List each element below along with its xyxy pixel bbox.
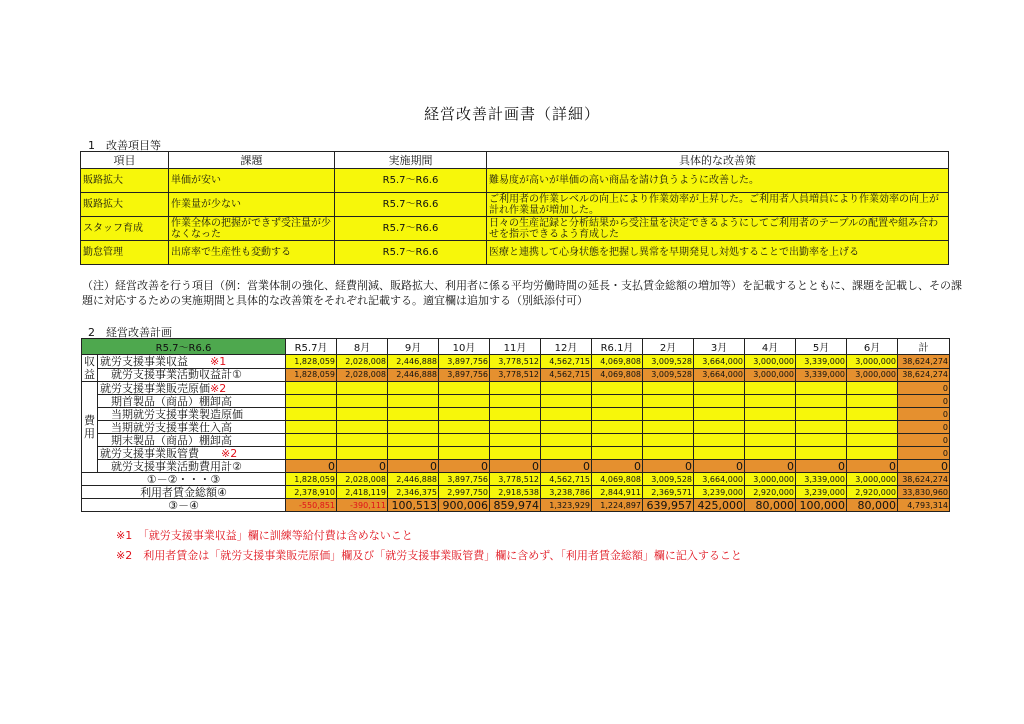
footnote-1: ※1 「就労支援事業収益」欄に訓練等給付費は含めないこと — [116, 529, 413, 542]
value-cell: 1,828,059 — [286, 355, 337, 369]
empty-cell — [541, 382, 592, 395]
table-row — [81, 193, 949, 217]
value-cell: 100,000 — [796, 499, 847, 512]
empty-cell — [847, 421, 898, 434]
total-cell: 38,624,274 — [898, 473, 950, 486]
empty-cell — [592, 382, 643, 395]
header-measure: 具体的な改善策 — [487, 152, 949, 169]
value-cell: 3,664,000 — [694, 368, 745, 382]
value-cell: 2,918,538 — [490, 486, 541, 499]
empty-cell — [388, 382, 439, 395]
begin-inventory-row — [82, 395, 950, 408]
manufacturing-cost-row — [82, 408, 950, 421]
month-header: R5.7月 — [286, 339, 337, 355]
value-cell: 3,339,000 — [796, 368, 847, 382]
value-cell: 3,239,000 — [694, 486, 745, 499]
total-cell: 0 — [898, 395, 950, 408]
income-side-label: 収益 — [82, 355, 98, 382]
empty-cell — [592, 395, 643, 408]
empty-cell — [694, 421, 745, 434]
period-cell: R5.7～R6.6 — [335, 169, 487, 193]
row-label: 期末製品（商品）棚卸高 — [98, 434, 286, 447]
business-plan-table — [81, 338, 950, 512]
value-cell: 3,000,000 — [745, 355, 796, 369]
empty-cell — [388, 434, 439, 447]
value-cell: 2,844,911 — [592, 486, 643, 499]
empty-cell — [541, 434, 592, 447]
section2-heading: 2 経営改善計画 — [88, 326, 172, 339]
empty-cell — [847, 447, 898, 460]
empty-cell — [439, 408, 490, 421]
value-cell: 639,957 — [643, 499, 694, 512]
value-cell: 2,028,008 — [337, 473, 388, 486]
total-cell: 33,830,960 — [898, 486, 950, 499]
expense-side-label: 費用 — [82, 382, 98, 473]
empty-cell — [796, 382, 847, 395]
value-cell: 2,997,750 — [439, 486, 490, 499]
value-cell: -550,851 — [286, 499, 337, 512]
value-cell: 3,239,000 — [796, 486, 847, 499]
empty-cell — [541, 408, 592, 421]
value-cell: 1,828,059 — [286, 473, 337, 486]
empty-cell — [337, 382, 388, 395]
value-cell: 3,897,756 — [439, 368, 490, 382]
value-cell: 4,562,715 — [541, 473, 592, 486]
row-label: 利用者賃金総額④ — [82, 486, 286, 499]
empty-cell — [337, 395, 388, 408]
empty-cell — [388, 395, 439, 408]
month-header: 5月 — [796, 339, 847, 355]
measure-cell: 医療と連携して心身状態を把握し異常を早期発見し対処することで出勤率を上げる — [487, 241, 949, 265]
month-header: 10月 — [439, 339, 490, 355]
empty-cell — [439, 447, 490, 460]
value-cell: 0 — [337, 460, 388, 473]
empty-cell — [643, 408, 694, 421]
value-cell: 2,346,375 — [388, 486, 439, 499]
value-cell: 3,238,786 — [541, 486, 592, 499]
total-cell: 4,793,314 — [898, 499, 950, 512]
empty-cell — [592, 434, 643, 447]
value-cell: 2,446,888 — [388, 355, 439, 369]
empty-cell — [796, 447, 847, 460]
revenue-row — [82, 355, 950, 369]
empty-cell — [694, 434, 745, 447]
month-header: 3月 — [694, 339, 745, 355]
empty-cell — [490, 382, 541, 395]
value-cell: 3,897,756 — [439, 473, 490, 486]
value-cell: 4,562,715 — [541, 355, 592, 369]
empty-cell — [286, 395, 337, 408]
total-cell: 38,624,274 — [898, 355, 950, 369]
empty-cell — [745, 434, 796, 447]
period-cell: R5.7～R6.6 — [335, 241, 487, 265]
item-cell: 販路拡大 — [81, 169, 169, 193]
total-cell: 0 — [898, 421, 950, 434]
value-cell: 2,920,000 — [745, 486, 796, 499]
empty-cell — [592, 421, 643, 434]
empty-cell — [694, 395, 745, 408]
header-issue: 課題 — [169, 152, 335, 169]
row-label: 就労支援事業販売原価※2 — [98, 382, 286, 395]
total-cell: 38,624,274 — [898, 368, 950, 382]
empty-cell — [439, 395, 490, 408]
issue-cell: 作業全体の把握ができず受注量が少なくなった — [169, 217, 335, 241]
issue-cell: 出席率で生産性も変動する — [169, 241, 335, 265]
month-header: 4月 — [745, 339, 796, 355]
value-cell: 3,664,000 — [694, 355, 745, 369]
value-cell: 3,000,000 — [847, 355, 898, 369]
empty-cell — [337, 408, 388, 421]
empty-cell — [541, 395, 592, 408]
empty-cell — [694, 382, 745, 395]
sga-row — [82, 447, 950, 460]
empty-cell — [796, 434, 847, 447]
empty-cell — [694, 408, 745, 421]
cogs-row — [82, 382, 950, 395]
value-cell: 2,028,008 — [337, 355, 388, 369]
value-cell: 3,000,000 — [745, 368, 796, 382]
value-cell: 0 — [643, 460, 694, 473]
empty-cell — [643, 395, 694, 408]
value-cell: 2,028,008 — [337, 368, 388, 382]
value-cell: 3,778,512 — [490, 355, 541, 369]
empty-cell — [592, 408, 643, 421]
value-cell: 900,006 — [439, 499, 490, 512]
value-cell: 3,000,000 — [745, 473, 796, 486]
table-row — [81, 241, 949, 265]
empty-cell — [490, 447, 541, 460]
empty-cell — [541, 421, 592, 434]
value-cell: 0 — [694, 460, 745, 473]
value-cell: 4,069,808 — [592, 473, 643, 486]
empty-cell — [286, 447, 337, 460]
row-label: 当期就労支援事業仕入高 — [98, 421, 286, 434]
row-label: ①－②・・・③ — [82, 473, 286, 486]
empty-cell — [745, 447, 796, 460]
empty-cell — [643, 447, 694, 460]
row-label: ③－④ — [82, 499, 286, 512]
empty-cell — [643, 434, 694, 447]
value-cell: 425,000 — [694, 499, 745, 512]
row-label: 当期就労支援事業製造原価 — [98, 408, 286, 421]
value-cell: 1,828,059 — [286, 368, 337, 382]
page-title: 経営改善計画書（詳細） — [423, 105, 600, 123]
value-cell: 2,920,000 — [847, 486, 898, 499]
expense-total-row — [82, 460, 950, 473]
value-cell: 0 — [796, 460, 847, 473]
value-cell: 2,418,119 — [337, 486, 388, 499]
issue-cell: 単価が安い — [169, 169, 335, 193]
empty-cell — [745, 395, 796, 408]
value-cell: 80,000 — [847, 499, 898, 512]
row-label: 就労支援事業収益 ※1 — [98, 355, 286, 369]
month-header: 9月 — [388, 339, 439, 355]
empty-cell — [286, 382, 337, 395]
table-row — [81, 217, 949, 241]
empty-cell — [439, 382, 490, 395]
empty-cell — [337, 434, 388, 447]
empty-cell — [643, 421, 694, 434]
value-cell: 4,562,715 — [541, 368, 592, 382]
empty-cell — [643, 382, 694, 395]
value-cell: 3,778,512 — [490, 473, 541, 486]
value-cell: 2,369,571 — [643, 486, 694, 499]
total-cell: 0 — [898, 408, 950, 421]
empty-cell — [490, 434, 541, 447]
value-cell: 1,323,929 — [541, 499, 592, 512]
value-cell: 0 — [439, 460, 490, 473]
month-header: 6月 — [847, 339, 898, 355]
item-cell: 販路拡大 — [81, 193, 169, 217]
period-cell: R5.7～R6.6 — [335, 217, 487, 241]
total-cell: 0 — [898, 460, 950, 473]
value-cell: 0 — [592, 460, 643, 473]
end-inventory-row — [82, 434, 950, 447]
header-period: 実施期間 — [335, 152, 487, 169]
header-item: 項目 — [81, 152, 169, 169]
empty-cell — [388, 447, 439, 460]
value-cell: 2,446,888 — [388, 368, 439, 382]
empty-cell — [592, 447, 643, 460]
value-cell: -390,111 — [337, 499, 388, 512]
value-cell: 3,000,000 — [847, 473, 898, 486]
improvement-items-table — [80, 151, 949, 265]
table-header-row — [81, 152, 949, 169]
item-cell: スタッフ育成 — [81, 217, 169, 241]
value-cell: 3,009,528 — [643, 355, 694, 369]
empty-cell — [439, 421, 490, 434]
value-cell: 4,069,808 — [592, 368, 643, 382]
value-cell: 3,009,528 — [643, 368, 694, 382]
empty-cell — [745, 382, 796, 395]
value-cell: 80,000 — [745, 499, 796, 512]
value-cell: 0 — [847, 460, 898, 473]
empty-cell — [490, 395, 541, 408]
empty-cell — [388, 408, 439, 421]
empty-cell — [337, 421, 388, 434]
empty-cell — [847, 408, 898, 421]
row-label: 就労支援事業活動収益計① — [98, 368, 286, 382]
value-cell: 3,009,528 — [643, 473, 694, 486]
value-cell: 4,069,808 — [592, 355, 643, 369]
total-cell: 0 — [898, 434, 950, 447]
row-label: 期首製品（商品）棚卸高 — [98, 395, 286, 408]
total-cell: 0 — [898, 447, 950, 460]
section1-note: （注）経営改善を行う項目（例：営業体制の強化、経費削減、販路拡大、利用者に係る平均労働時間の延長・支払賃金総額の増加等）を記載するとともに、課題を記載し、その課題に対応するための実施期間と具体的な改善策をそれぞれ記載する。適宜欄は追加する（別紙添付可） — [82, 279, 962, 307]
empty-cell — [796, 421, 847, 434]
row-label: 就労支援事業活動費用計② — [98, 460, 286, 473]
value-cell: 0 — [388, 460, 439, 473]
revenue-total-row — [82, 368, 950, 382]
value-cell: 0 — [541, 460, 592, 473]
value-cell: 859,974 — [490, 499, 541, 512]
issue-cell: 作業量が少ない — [169, 193, 335, 217]
month-header: 2月 — [643, 339, 694, 355]
empty-cell — [847, 434, 898, 447]
wages-row — [82, 486, 950, 499]
empty-cell — [337, 447, 388, 460]
purchases-row — [82, 421, 950, 434]
empty-cell — [694, 447, 745, 460]
value-cell: 3,000,000 — [847, 368, 898, 382]
month-header: 12月 — [541, 339, 592, 355]
value-cell: 3,778,512 — [490, 368, 541, 382]
measure-cell: 日々の生産記録と分析結果から受注量を決定できるようにしてご利用者のテーブルの配置や組み合わせを指示できるよう育成した — [487, 217, 949, 241]
value-cell: 2,446,888 — [388, 473, 439, 486]
table-row — [81, 169, 949, 193]
empty-cell — [286, 421, 337, 434]
value-cell: 2,378,910 — [286, 486, 337, 499]
month-header-row — [82, 339, 950, 355]
empty-cell — [286, 434, 337, 447]
empty-cell — [796, 408, 847, 421]
value-cell: 0 — [286, 460, 337, 473]
empty-cell — [490, 408, 541, 421]
period-label: R5.7～R6.6 — [82, 339, 286, 355]
row-label: 就労支援事業販管費 ※2 — [98, 447, 286, 460]
value-cell: 3,664,000 — [694, 473, 745, 486]
empty-cell — [388, 421, 439, 434]
month-header: 8月 — [337, 339, 388, 355]
value-cell: 100,513 — [388, 499, 439, 512]
empty-cell — [847, 382, 898, 395]
section1-heading: 1 改善項目等 — [88, 139, 161, 152]
value-cell: 3,339,000 — [796, 355, 847, 369]
value-cell: 3,897,756 — [439, 355, 490, 369]
diff-row — [82, 499, 950, 512]
empty-cell — [286, 408, 337, 421]
period-cell: R5.7～R6.6 — [335, 193, 487, 217]
empty-cell — [541, 447, 592, 460]
measure-cell: 難易度が高いが単価の高い商品を請け負うように改善した。 — [487, 169, 949, 193]
net-row — [82, 473, 950, 486]
footnote-2: ※2 利用者賃金は「就労支援事業販売原価」欄及び「就労支援事業販管費」欄に含めず、「利用者賃金総額」欄に記入すること — [116, 549, 742, 562]
value-cell: 0 — [490, 460, 541, 473]
value-cell: 1,224,897 — [592, 499, 643, 512]
month-header: 11月 — [490, 339, 541, 355]
empty-cell — [745, 408, 796, 421]
item-cell: 勤怠管理 — [81, 241, 169, 265]
value-cell: 3,339,000 — [796, 473, 847, 486]
total-cell: 0 — [898, 382, 950, 395]
value-cell: 0 — [745, 460, 796, 473]
empty-cell — [847, 395, 898, 408]
footnotes — [116, 526, 742, 566]
empty-cell — [490, 421, 541, 434]
empty-cell — [796, 395, 847, 408]
empty-cell — [439, 434, 490, 447]
month-header: R6.1月 — [592, 339, 643, 355]
empty-cell — [745, 421, 796, 434]
measure-cell: ご利用者の作業レベルの向上により作業効率が上昇した。ご利用者人員増員により作業効率の向上が計れ作業量が増加した。 — [487, 193, 949, 217]
total-header: 計 — [898, 339, 950, 355]
